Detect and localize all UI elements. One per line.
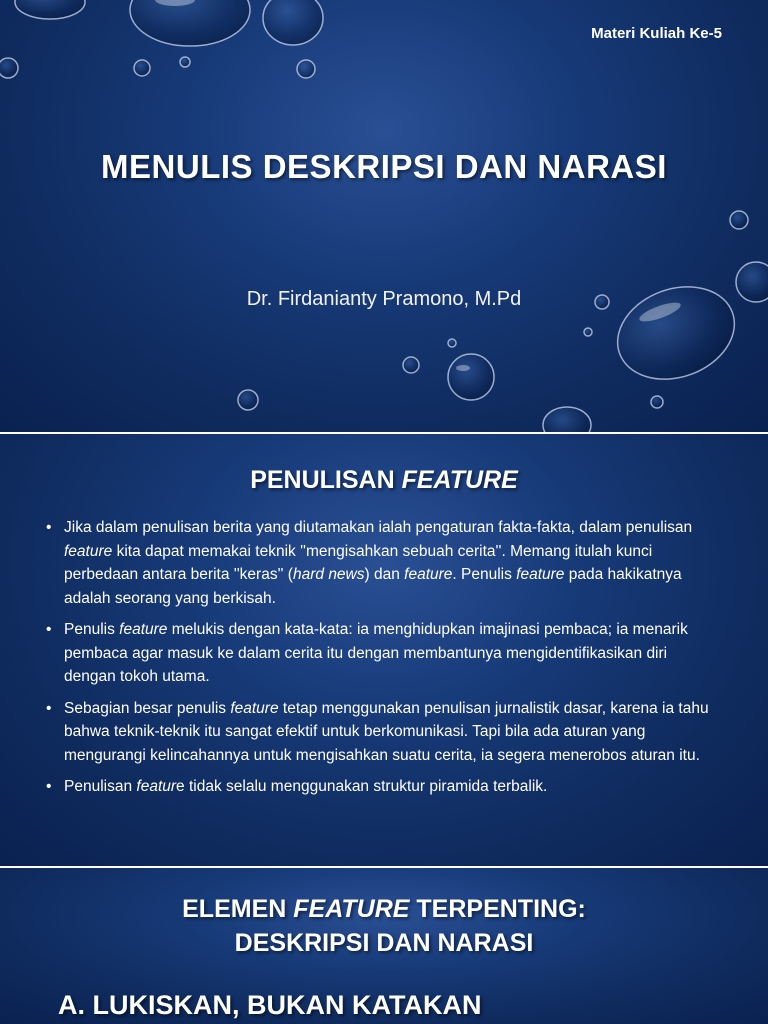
- bullet-text: tetap menggunakan penulisan jurnalistik dasar, karena ia tahu bahwa teknik-teknik itu sangat efektif untuk berkomunikasi. Tapi bila ada aturan yang mengurangi kelincahannya untuk mengisahkan suatu cerita, ia segera menerobos aturan itu.: [64, 699, 709, 764]
- bullet-dot: •: [46, 778, 52, 795]
- bullet-item: [46, 618, 718, 689]
- title-line1-italic: FEATURE: [293, 895, 410, 923]
- bullet-text: Penulisan: [64, 778, 137, 795]
- italic-term: feature: [230, 699, 279, 717]
- italic-term: feature: [64, 542, 113, 560]
- section-heading: A. LUKISKAN, BUKAN KATAKAN: [58, 990, 482, 1020]
- title-slide: [0, 0, 768, 432]
- bullet-dot: •: [46, 519, 52, 536]
- bullet-item: [46, 516, 718, 610]
- bullet-text: ) dan: [364, 566, 405, 583]
- italic-term: feature: [119, 621, 168, 638]
- italic-term: feature: [404, 566, 453, 583]
- lecture-number-label: Materi Kuliah Ke-5: [591, 25, 722, 42]
- slide-title-line1: [0, 892, 768, 926]
- bullet-text: kita dapat memakai teknik ''mengisahkan sebuah cerita''. Memang itulah kunci perbedaan antara berita ''keras'' (: [64, 542, 653, 583]
- slide-title: [0, 466, 768, 495]
- bullet-item: [46, 697, 718, 768]
- bullet-text: melukis dengan kata-kata: ia menghidupkan imajinasi pembaca; ia menarik pembaca agar masuk ke dalam cerita itu dengan membantunya mengidentifikasikan diri dengan tokoh utama.: [64, 621, 688, 685]
- presenter-name: Dr. Firdanianty Pramono, M.Pd: [246, 288, 522, 310]
- italic-term: featur: [136, 778, 177, 795]
- bullet-item: [46, 775, 718, 799]
- water-drops-decoration: [0, 0, 768, 432]
- slide-title: [0, 892, 768, 960]
- bullet-text: Penulis: [64, 621, 120, 638]
- italic-term: feature: [516, 566, 565, 583]
- content-slide-elements: [0, 868, 768, 1024]
- bullet-dot: •: [46, 621, 52, 638]
- bullet-text: e tidak selalu menggunakan struktur piramida terbalik.: [176, 778, 548, 795]
- bullet-text: Sebagian besar penulis: [64, 699, 231, 717]
- slide-title-italic: FEATURE: [401, 466, 518, 494]
- bullet-dot: •: [46, 699, 52, 717]
- title-line1-prefix: ELEMEN: [182, 895, 294, 923]
- slide-title-line2: DESKRIPSI DAN NARASI: [234, 929, 534, 957]
- presentation-title: MENULIS DESKRIPSI DAN NARASI: [101, 148, 667, 185]
- bullet-text: pada hakikatnya adalah seorang yang berkisah.: [64, 566, 682, 607]
- bullet-text: . Penulis: [452, 566, 517, 583]
- bullet-list: [46, 516, 718, 807]
- bullet-text: Jika dalam penulisan berita yang diutamakan ialah pengaturan fakta-fakta, dalam penulisan: [64, 519, 693, 536]
- italic-term: hard news: [292, 566, 365, 583]
- slide-title-prefix: PENULISAN: [250, 466, 402, 494]
- content-slide-feature: [0, 434, 768, 866]
- title-line1-suffix: TERPENTING:: [409, 895, 586, 923]
